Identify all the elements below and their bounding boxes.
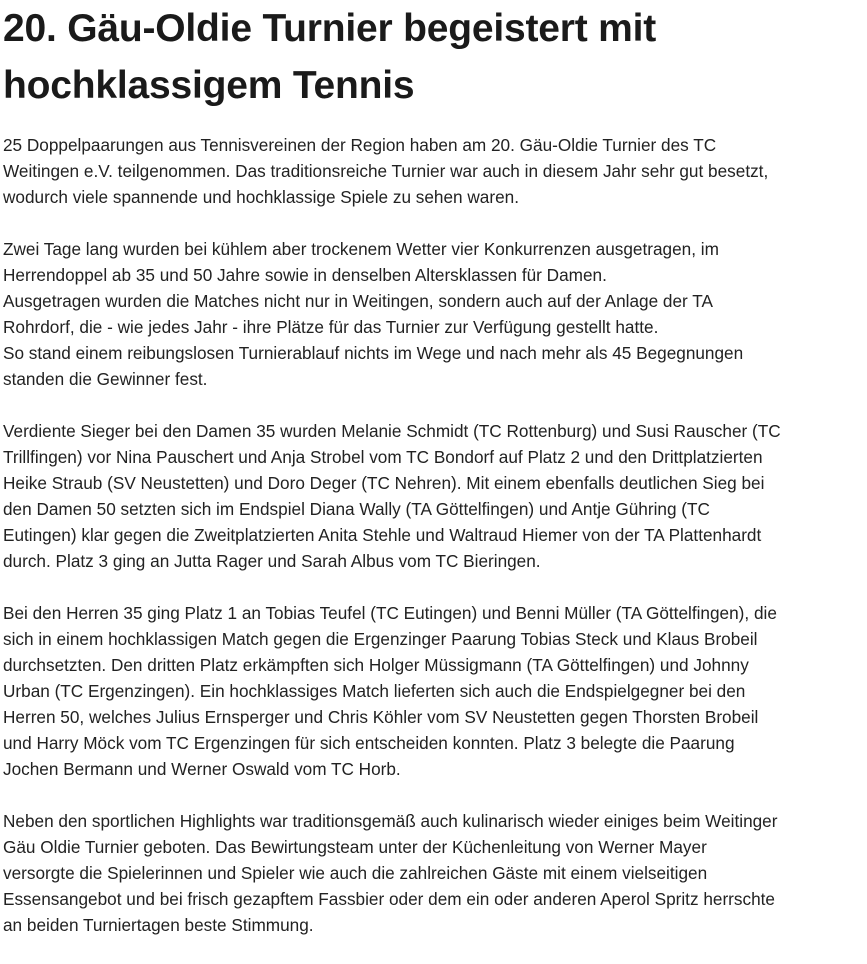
paragraph-line: Gäu Oldie Turnier geboten. Das Bewirtungsteam unter der Küchenleitung von Werner Mayer [3,837,707,857]
paragraph-line: Neben den sportlichen Highlights war traditionsgemäß auch kulinarisch wieder einiges beim Weitinger [3,811,778,831]
title-line: 20. Gäu-Oldie Turnier begeistert mit [3,7,657,50]
paragraph-line: Verdiente Sieger bei den Damen 35 wurden Melanie Schmidt (TC Rottenburg) und Susi Rauscher (TC [3,421,781,441]
paragraph-line: standen die Gewinner fest. [3,369,208,389]
paragraph-line: Herren 50, welches Julius Ernsperger und Chris Köhler vom SV Neustetten gegen Thorsten Brobeil [3,707,759,727]
paragraph-line: durch. Platz 3 ging an Jutta Rager und Sarah Albus vom TC Bieringen. [3,551,541,571]
paragraph-line: Heike Straub (SV Neustetten) und Doro Deger (TC Nehren). Mit einem ebenfalls deutlichen Sieg bei [3,473,765,493]
paragraph-line: Zwei Tage lang wurden bei kühlem aber trockenem Wetter vier Konkurrenzen ausgetragen, im [3,239,719,259]
paragraph-line: sich in einem hochklassigen Match gegen die Ergenzinger Paarung Tobias Steck und Klaus Brobeil [3,629,758,649]
article-title [3,0,865,114]
title-line: hochklassigem Tennis [3,64,415,107]
paragraph-line: Ausgetragen wurden die Matches nicht nur in Weitingen, sondern auch auf der Anlage der TA [3,291,713,311]
paragraph-line: Herrendoppel ab 35 und 50 Jahre sowie in denselben Altersklassen für Damen. [3,265,607,285]
paragraph-line: Jochen Bermann und Werner Oswald vom TC Horb. [3,759,401,779]
paragraph-line: und Harry Möck vom TC Ergenzingen für sich entscheiden konnten. Platz 3 belegte die Paarung [3,733,735,753]
paragraph-line: Urban (TC Ergenzingen). Ein hochklassiges Match lieferten sich auch die Endspielgegner bei den [3,681,746,701]
paragraph-line: Bei den Herren 35 ging Platz 1 an Tobias Teufel (TC Eutingen) und Benni Müller (TA Göttelfingen), die [3,603,777,623]
paragraph-line: wodurch viele spannende und hochklassige Spiele zu sehen waren. [3,187,519,207]
paragraph-line: Eutingen) klar gegen die Zweitplatzierten Anita Stehle und Waltraud Hiemer von der TA Plattenhardt [3,525,762,545]
paragraph-line: Trillfingen) vor Nina Pauschert und Anja Strobel vom TC Bondorf auf Platz 2 und den Drittplatzierten [3,447,763,467]
paragraph-intro [3,132,865,210]
article-body [3,132,865,938]
paragraph-event [3,236,865,392]
paragraph-line: Weitingen e.V. teilgenommen. Das traditionsreiche Turnier war auch in diesem Jahr sehr gut besetzt, [3,161,769,181]
paragraph-herren-results [3,600,865,782]
paragraph-line: Essensangebot und bei frisch gezapftem Fassbier oder dem ein oder anderen Aperol Spritz herrschte [3,889,775,909]
paragraph-damen-results [3,418,865,574]
paragraph-line: den Damen 50 setzten sich im Endspiel Diana Wally (TA Göttelfingen) und Antje Gühring (TC [3,499,710,519]
paragraph-line: an beiden Turniertagen beste Stimmung. [3,915,314,935]
paragraph-line: 25 Doppelpaarungen aus Tennisvereinen der Region haben am 20. Gäu-Oldie Turnier des TC [3,135,717,155]
paragraph-line: So stand einem reibungslosen Turnierablauf nichts im Wege und nach mehr als 45 Begegnungen [3,343,744,363]
paragraph-catering [3,808,865,938]
article [3,0,865,964]
paragraph-line: versorgte die Spielerinnen und Spieler wie auch die zahlreichen Gäste mit einem vielseitigen [3,863,708,883]
paragraph-line: durchsetzten. Den dritten Platz erkämpften sich Holger Müssigmann (TA Göttelfingen) und Johnny [3,655,749,675]
paragraph-line: Rohrdorf, die - wie jedes Jahr - ihre Plätze für das Turnier zur Verfügung gestellt hatte. [3,317,659,337]
